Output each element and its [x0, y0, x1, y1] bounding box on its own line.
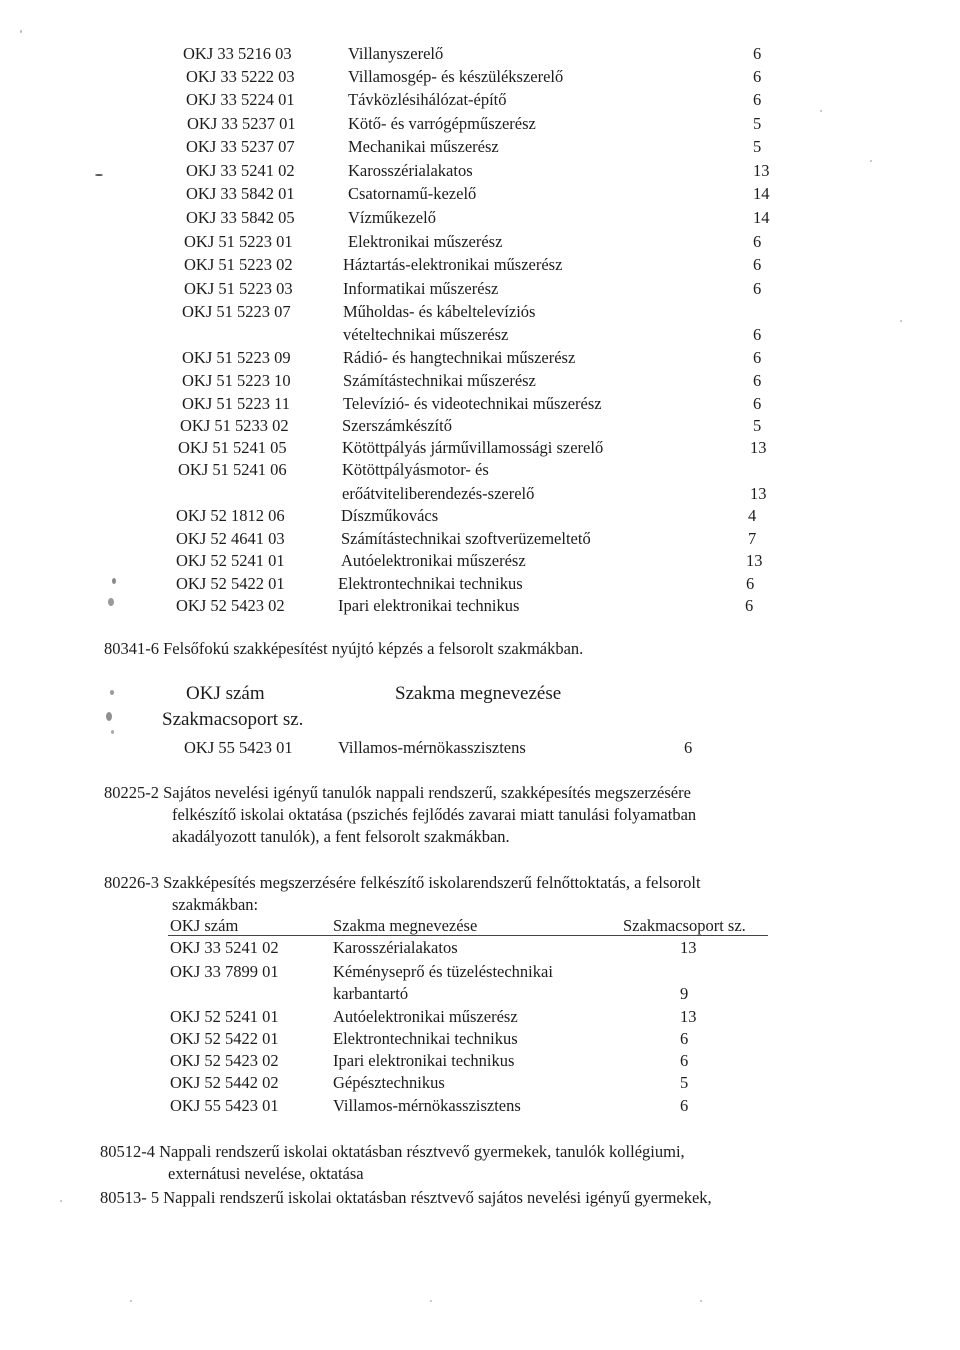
okj-code: OKJ 52 5241 01 [170, 1007, 279, 1026]
profession-name: Gépésztechnikus [333, 1073, 445, 1092]
okj-code: OKJ 33 5216 03 [183, 44, 292, 63]
profession-name: Ipari elektronikai technikus [338, 596, 520, 615]
okj-code: OKJ 33 5237 01 [187, 114, 296, 133]
header-group-number: Szakmacsoport sz. [623, 916, 746, 935]
group-number: 6 [753, 371, 762, 390]
group-number: 13 [746, 551, 763, 570]
group-number: 6 [753, 255, 762, 274]
group-number: 6 [746, 574, 755, 593]
profession-name: Ipari elektronikai technikus [333, 1051, 515, 1070]
okj-code: OKJ 33 7899 01 [170, 962, 279, 981]
group-number: 6 [680, 1029, 689, 1048]
section-80513-line1: 80513- 5 Nappali rendszerű iskolai oktatásban résztvevő sajátos nevelési igényű gyermekek, [100, 1188, 712, 1207]
group-number: 5 [753, 416, 762, 435]
group-number: 6 [680, 1096, 689, 1115]
okj-code: OKJ 51 5223 09 [182, 348, 291, 367]
okj-code: OKJ 52 5241 01 [176, 551, 285, 570]
okj-code: OKJ 33 5224 01 [186, 90, 295, 109]
okj-code: OKJ 33 5222 03 [186, 67, 295, 86]
section-80341-text: 80341-6 Felsőfokú szakképesítést nyújtó képzés a felsorolt szakmákban. [104, 639, 584, 658]
profession-name: Csatornamű-kezelő [348, 184, 477, 203]
section-80225-line1: 80225-2 Sajátos nevelési igényű tanulók nappali rendszerű, szakképesítés megszerzésére [104, 783, 691, 802]
profession-name: Informatikai műszerész [343, 279, 499, 298]
group-number: 13 [680, 938, 697, 957]
group-number: 14 [753, 184, 770, 203]
section-80512-line1: 80512-4 Nappali rendszerű iskolai oktatásban résztvevő gyermekek, tanulók kollégiumi, [100, 1142, 685, 1161]
group-number: 6 [753, 44, 762, 63]
group-number: 13 [680, 1007, 697, 1026]
section-80226-line2: szakmákban: [172, 895, 259, 914]
header-underline [168, 935, 768, 936]
group-number: 6 [753, 348, 762, 367]
group-number: 6 [753, 90, 762, 109]
profession-name: Műholdas- és kábeltelevíziós [343, 302, 536, 321]
okj-code: OKJ 51 5223 01 [184, 232, 293, 251]
okj-code: OKJ 52 4641 03 [176, 529, 285, 548]
okj-code: OKJ 52 1812 06 [176, 506, 285, 525]
profession-name: Díszműkovács [341, 506, 439, 525]
group-number: 14 [753, 208, 770, 227]
group-number: 6 [684, 738, 693, 757]
profession-name: Villamosgép- és készülékszerelő [348, 67, 564, 86]
group-number: 5 [680, 1073, 689, 1092]
profession-name: Karosszérialakatos [348, 161, 473, 180]
group-number: 6 [753, 232, 762, 251]
group-number: 6 [753, 279, 762, 298]
header-group-number: Szakmacsoport sz. [162, 709, 304, 730]
okj-code: OKJ 55 5423 01 [184, 738, 293, 757]
okj-code: OKJ 33 5241 02 [186, 161, 295, 180]
profession-name: Villamos-mérnökasszisztens [338, 738, 526, 757]
group-number: 6 [753, 394, 762, 413]
okj-code: OKJ 51 5223 03 [184, 279, 293, 298]
profession-name: Távközlésihálózat-építő [348, 90, 507, 109]
profession-name: Számítástechnikai műszerész [343, 371, 536, 390]
group-number: 5 [753, 114, 762, 133]
group-number: 13 [753, 161, 770, 180]
okj-code: OKJ 52 5422 01 [170, 1029, 279, 1048]
okj-code: OKJ 52 5442 02 [170, 1073, 279, 1092]
group-number: 13 [750, 484, 767, 503]
profession-name: Elektrontechnikai technikus [338, 574, 523, 593]
profession-name: Kötő- és varrógépműszerész [348, 114, 536, 133]
okj-code: OKJ 51 5223 11 [182, 394, 291, 413]
okj-code: OKJ 33 5237 07 [186, 137, 295, 156]
profession-name: Karosszérialakatos [333, 938, 458, 957]
header-okj-code: OKJ szám [186, 683, 265, 704]
okj-code: OKJ 33 5842 01 [186, 184, 295, 203]
header-profession-name: Szakma megnevezése [333, 916, 478, 935]
section-80226-line1: 80226-3 Szakképesítés megszerzésére felkészítő iskolarendszerű felnőttoktatás, a felsorolt [104, 873, 701, 892]
okj-code: OKJ 51 5223 10 [182, 371, 291, 390]
profession-name: Villamos-mérnökasszisztens [333, 1096, 521, 1115]
okj-code: OKJ 33 5842 05 [186, 208, 295, 227]
section-80512-line2: externátusi nevelése, oktatása [168, 1164, 364, 1183]
header-okj-code: OKJ szám [170, 916, 239, 935]
profession-name: Rádió- és hangtechnikai műszerész [343, 348, 576, 367]
profession-name: Kötöttpályás járművillamossági szerelő [342, 438, 604, 457]
profession-name-line2: karbantartó [333, 984, 409, 1003]
profession-name: Számítástechnikai szoftverüzemeltető [341, 529, 591, 548]
profession-name: Kötöttpályásmotor- és [342, 460, 489, 479]
okj-code: OKJ 55 5423 01 [170, 1096, 279, 1115]
okj-code: OKJ 51 5241 05 [178, 438, 287, 457]
profession-name: Szerszámkészítő [342, 416, 452, 435]
okj-code: OKJ 51 5233 02 [180, 416, 289, 435]
okj-code: OKJ 51 5223 07 [182, 302, 291, 321]
okj-code: OKJ 52 5423 02 [170, 1051, 279, 1070]
profession-name: Autóelektronikai műszerész [333, 1007, 518, 1026]
section-80225-line3: akadályozott tanulók), a fent felsorolt szakmákban. [172, 827, 510, 846]
okj-code: OKJ 52 5423 02 [176, 596, 285, 615]
okj-code: OKJ 33 5241 02 [170, 938, 279, 957]
group-number: 6 [753, 325, 762, 344]
profession-name: Televízió- és videotechnikai műszerész [343, 394, 602, 413]
profession-name: Elektronikai műszerész [348, 232, 503, 251]
profession-name: Vízműkezelő [348, 208, 436, 227]
profession-name: Villanyszerelő [348, 44, 444, 63]
group-number: 6 [753, 67, 762, 86]
group-number: 6 [680, 1051, 689, 1070]
profession-name-line2: erőátviteliberendezés-szerelő [342, 484, 535, 503]
group-number: 13 [750, 438, 767, 457]
group-number: 7 [748, 529, 757, 548]
group-number: 4 [748, 506, 757, 525]
header-profession-name: Szakma megnevezése [395, 683, 562, 704]
profession-name-line2: vételtechnikai műszerész [343, 325, 509, 344]
profession-name: Mechanikai műszerész [348, 137, 499, 156]
profession-name: Háztartás-elektronikai műszerész [343, 255, 563, 274]
profession-name: Kéményseprő és tüzeléstechnikai [333, 962, 553, 981]
group-number: 5 [753, 137, 762, 156]
group-number: 9 [680, 984, 689, 1003]
okj-code: OKJ 52 5422 01 [176, 574, 285, 593]
group-number: 6 [745, 596, 754, 615]
section-80225-line2: felkészítő iskolai oktatása (pszichés fejlődés zavarai miatt tanulási folyamatban [172, 805, 697, 824]
profession-name: Autóelektronikai műszerész [341, 551, 526, 570]
profession-name: Elektrontechnikai technikus [333, 1029, 518, 1048]
okj-code: OKJ 51 5241 06 [178, 460, 287, 479]
okj-code: OKJ 51 5223 02 [184, 255, 293, 274]
